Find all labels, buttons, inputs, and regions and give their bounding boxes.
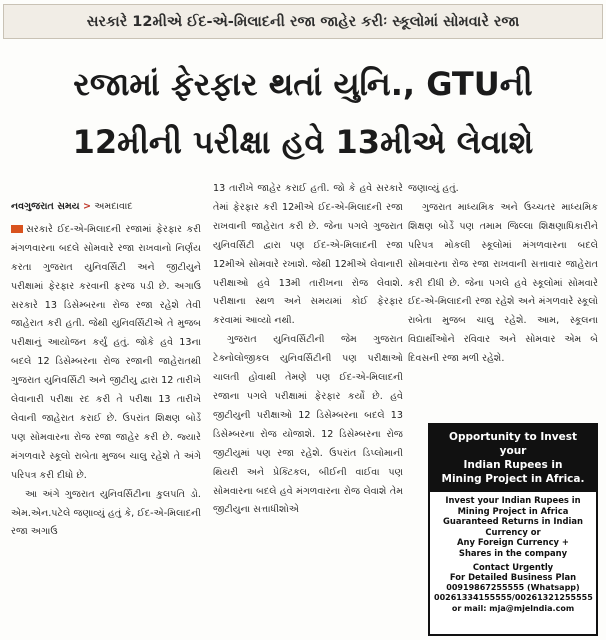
paragraph: ગુજરાત માધ્યમિક અને ઉચ્ચતર માધ્યમિક શિક્ષણ બોર્ડે પણ તમામ જિલ્લા શિક્ષણાધિકારીને પરિપત્ર મોકલી સ્કૂલોમાં મંગળવારના બદલે સોમવારના રોજ રજા રાખવાની સત્તાવાર જાહેરાત કરી દીધી છે. જેના પગલે હવે સ્કૂલોમાં સોમવારે ઈદ-એ-મિલાદની રજા રહેશે અને મંગળવારે સ્કૂલો રાબેતા મુજબ ચાલુ રહેશે. આમ, સ્કૂલના વિદ્યાર્થીઓને રવિવાર અને સોમવાર એમ બે દિવસની રજા મળી રહેશે.: [408, 201, 598, 365]
ad-body-line: Mining Project in Africa: [457, 505, 569, 516]
ad-email: or mail: mja@mjelndia.com: [451, 603, 575, 613]
ad-contact-sub: For Detailed Business Plan: [449, 572, 577, 583]
article-column-3: [408, 180, 598, 420]
ad-phone-2: 00261334155555/00261321255555: [434, 593, 593, 603]
byline-place: અમદાવાદ: [94, 201, 133, 212]
ad-body-line: Shares in the company: [458, 547, 568, 558]
ad-body-line: Invest your Indian Rupees in: [445, 495, 581, 505]
article-column-1: [11, 198, 201, 638]
ad-heading-line: Opportunity to Invest your: [449, 431, 577, 457]
paragraph: આ અંગે ગુજરાત યુનિવર્સિટીના કુલપતિ ડો. એમ.એન.પટેલે જણાવ્યું હતું કે, ઈદ-એ-મિલાદની રજા અગાઉ: [11, 488, 201, 538]
paragraph: ગુજરાત યુનિવર્સિટીની જેમ ગુજરાત ટેક્નોલોજીકલ યુનિવર્સિટીની પણ પરીક્ષાઓ ચાલતી હોવાથી તેમણે પણ ઈદ-એ-મિલાદની રજાના પગલે પરીક્ષામાં ફેરફાર કર્યો છે. હવે જીટીયુની પરીક્ષાઓ 12 ડિસેમ્બરના બદલે 13 ડિસેમ્બરના રોજ યોજાશે. 12 ડિસેમ્બરના રોજ જીટીયુમાં પણ રજા રહેશે. ઉપરાંત ડિપ્લોમાની થિયરી અને પ્રેક્ટિકલ, બીઈની વાઈવા પણ સોમવારના બદલે હવે મંગળવારના રોજ લેવાશે તેમ જીટીયુના સત્તાધીશોએ: [213, 334, 403, 516]
ad-heading: [430, 425, 596, 492]
headline-line-1: રજામાં ફેરફાર થતાં યુનિ., GTUની: [73, 65, 533, 103]
ad-body: [430, 492, 596, 618]
ad-heading-line: Mining Project in Africa.: [441, 473, 585, 485]
ad-body-line: Guaranteed Returns in Indian: [443, 516, 583, 527]
lead-marker-icon: [11, 225, 23, 233]
advertisement-box: [428, 423, 598, 636]
paragraph-text: સરકારે ઈદ-એ-મિલાદની રજામાં ફેરફાર કરી મંગળવારના બદલે સોમવારે રજા રાખવાનો નિર્ણય કરતા ગુજરાત યુનિવર્સિટી અને જીટીયુને પરીક્ષામાં ફેરફાર કરવાની ફરજ પડી છે. અગાઉ સરકારે 13 ડિસેમ્બરના રોજ રજા રહેશે તેવી જાહેરાત કરી હતી. જેથી યુનિવર્સિટીએ તે મુજબ પરીક્ષાનું આયોજન કર્યું હતું. જોકે હવે 13ના બદલે 12 ડિસેમ્બરના રોજ રજાની જાહેરાતથી ગુજરાત યુનિવર્સિટી અને જીટીયુ દ્વારા 12 તારીખે લેવાનારી પરીક્ષા રદ કરી તે પરીક્ષા 13 તારીખે લેવાની જાહેરાત કરાઈ છે. ઉપરાંત શિક્ષણ બોર્ડે પણ સોમવારના રોજ રજા જાહેર કરી છે. જ્યારે મંગળવારે સ્કૂલો રાબેતા મુજબ ચાલુ રહેશે તે અંગે પરિપત્ર કરી દીધો છે.: [11, 223, 201, 481]
ad-contact-title: Contact Urgently: [472, 561, 554, 572]
paragraph: જણાવ્યું હતું.: [408, 183, 459, 194]
headline-line-2: 12મીની પરીક્ષા હવે 13મીએ લેવાશે: [72, 123, 534, 161]
headline: [4, 55, 602, 171]
kicker-text: સરકારે 12મીએ ઈદ-એ-મિલાદની રજા જાહેર કરીઃ સ્કૂલોમાં સોમવારે રજા: [86, 13, 520, 30]
ad-phone-1: 00919867255555 (Whatsapp): [446, 582, 580, 592]
ad-heading-line: Indian Rupees in: [463, 459, 563, 471]
byline-source: નવગુજરાત સમય: [11, 201, 80, 212]
ad-body-line: Any Foreign Currency +: [457, 537, 569, 548]
byline-separator: >: [82, 201, 92, 212]
paragraph: [11, 221, 201, 486]
kicker-strap: [3, 4, 603, 39]
byline: [11, 198, 201, 217]
ad-body-line: Currency or: [485, 526, 541, 537]
paragraph: 13 તારીખે જાહેર કરાઈ હતી. જો કે હવે સરકારે તેમાં ફેરફાર કરી 12મીએ ઈદ-એ-મિલાદની રજા રાખવાની જાહેરાત કરી છે. જેના પગલે ગુજરાત યુનિવર્સિટી દ્વારા પણ ઈદ-એ-મિલાદની રજા 12મીએ સોમવારે રખાશે. જેથી 12મીએ લેવાનારી પરીક્ષાઓ હવે 13મી તારીખના રોજ લેવાશે. પરીક્ષાના સ્થળ અને સમયમાં કોઈ ફેરફાર કરવામાં આવ્યો નથી.: [213, 183, 403, 327]
article-column-2: [213, 180, 403, 638]
